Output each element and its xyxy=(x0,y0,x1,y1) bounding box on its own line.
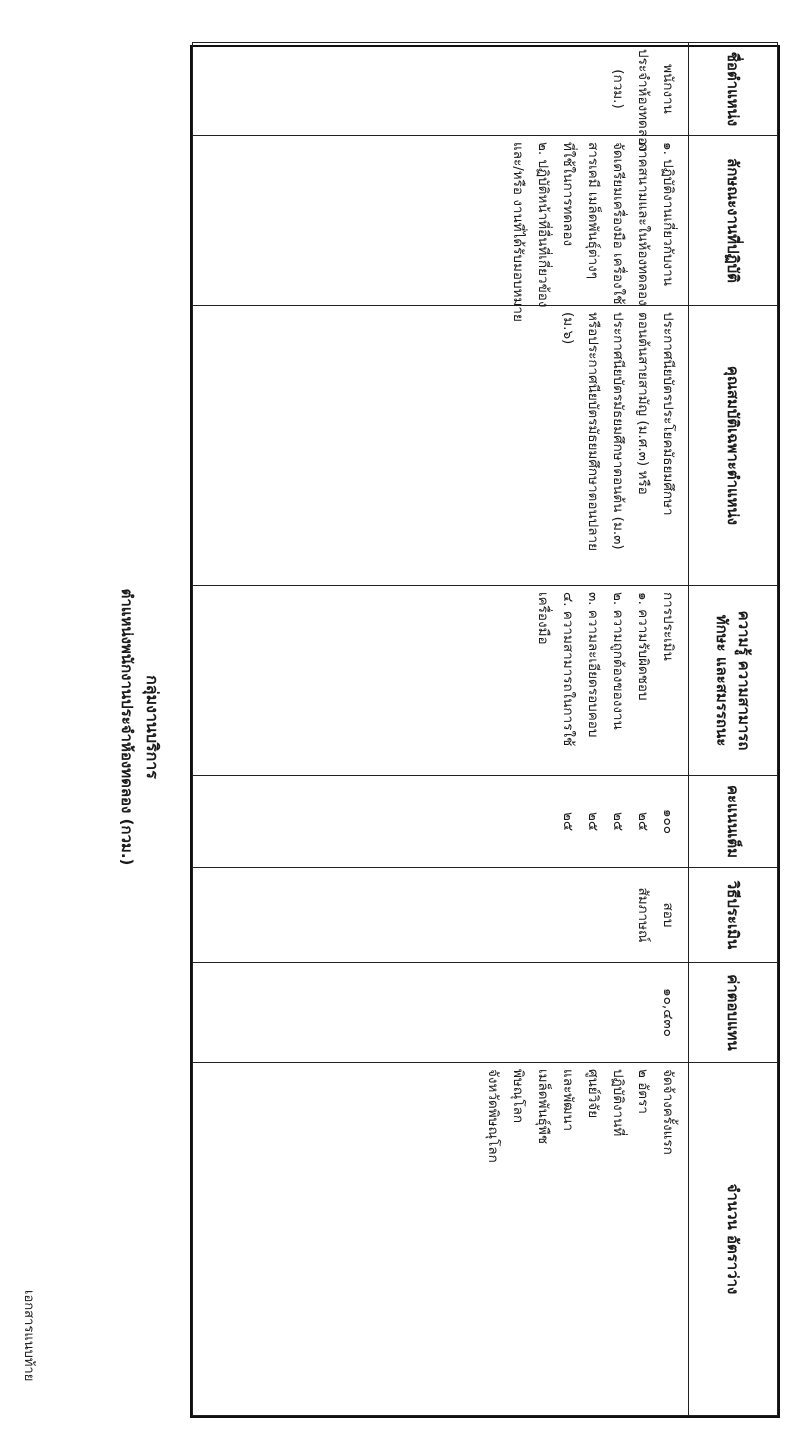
vacancy-line: ๒ อัตรา xyxy=(635,1069,651,1114)
document-title: กลุ่มงานบริการ xyxy=(143,675,162,779)
score-value: ๒๕ xyxy=(635,811,651,832)
document-subtitle: ตำแหน่งพนักงานประจำห้องทดลอง (กวม.) xyxy=(118,588,136,866)
position-name-line: ประจำห้องทดลอง xyxy=(635,49,651,152)
cell-evaluation-method xyxy=(193,868,689,963)
vacancy-line: และพัฒนา xyxy=(560,1069,576,1132)
vacancy-line: จังหวัดพิษณุโลก xyxy=(485,1069,501,1163)
vacancy-line: เมล็ดพันธุ์พืช xyxy=(535,1069,551,1144)
cell-competencies xyxy=(193,586,689,776)
cell-compensation xyxy=(193,963,689,1063)
title-block xyxy=(115,0,165,1454)
qualification-line: ประกาศนียบัตรประโยคมัธยมศึกษา xyxy=(660,312,676,516)
duty-line: จัดเตรียมเครื่องมือ เครื่องใช้ xyxy=(610,142,626,305)
competency-line: การประเมิน xyxy=(660,592,676,661)
competency-line: เครื่องมือ xyxy=(535,592,551,645)
header-competencies: ความรู้ ความสามารถ ทักษะ และสมรรถนะ xyxy=(689,586,778,776)
cell-vacancies xyxy=(193,1063,689,1416)
duty-line: ภาคสนามและในห้องทดลอง xyxy=(635,142,651,306)
duty-line: สารเคมี เมล็ดพันธุ์ต่างๆ xyxy=(585,142,601,280)
evaluation-method-line: สัมภาษณ์ xyxy=(635,887,651,943)
vacancy-line: ศูนย์วิจัย xyxy=(585,1069,601,1119)
position-name-line: (กวม.) xyxy=(610,69,626,109)
header-duties: ลักษณะงานที่ปฏิบัติ xyxy=(689,136,778,306)
header-full-score: คะแนนเต็ม xyxy=(689,776,778,868)
score-value: ๒๕ xyxy=(585,811,601,832)
position-table xyxy=(192,42,778,1416)
vacancy-line: พิษณุโลก xyxy=(510,1069,526,1124)
qualification-line: หรือประกาศนียบัตรมัธยมศึกษาตอนปลาย xyxy=(585,312,601,551)
header-evaluation-method: วิธีประเมิน xyxy=(689,868,778,963)
score-value: ๒๕ xyxy=(610,811,626,832)
score-value: ๑๐๐ xyxy=(660,808,676,835)
cell-duties xyxy=(193,136,689,322)
position-name-line: พนักงาน xyxy=(660,64,676,114)
duty-line: ๑. ปฏิบัติงานเกี่ยวกับงาน xyxy=(660,142,676,286)
qualification-line: ตอนต้นสายสามัญ (ม.ศ.๓) หรือ xyxy=(635,312,651,495)
header-position-name: ชื่อตำแหน่ง xyxy=(689,43,778,136)
header-vacancies: จำนวน อัตราว่าง xyxy=(689,1063,778,1416)
competency-line: ๑. ความรับผิดชอบ xyxy=(635,592,651,701)
competency-line: ๔. ความสามารถในการใช้ xyxy=(560,592,576,747)
competency-line: ๓. ความละเอียดรอบคอบ xyxy=(585,592,601,738)
duty-line: และ/หรือ งานที่ได้รับมอบหมาย xyxy=(510,142,526,322)
score-value: ๒๕ xyxy=(560,811,576,832)
qualification-line: ประกาศนียบัตรมัธยมศึกษาตอนต้น (ม.๓) xyxy=(610,312,626,550)
header-qualifications: คุณสมบัติเฉพาะตำแหน่ง xyxy=(689,306,778,586)
cell-position-name xyxy=(193,43,689,152)
document-attachment-label: เอกสารแนบท้าย xyxy=(21,1290,36,1382)
table-row xyxy=(193,43,689,1416)
vacancy-line: ปฏิบัติงานที่ xyxy=(610,1069,626,1137)
table-header-row xyxy=(689,43,778,1416)
vacancy-line: จัดจ้างครั้งแรก xyxy=(660,1069,676,1155)
qualification-line: (ม.๖) xyxy=(560,312,576,345)
compensation-value: ๑๐,๔๓๐ xyxy=(660,988,676,1037)
competency-line: ๒. ความถูกต้องของงาน xyxy=(610,592,626,730)
position-table-frame xyxy=(190,45,780,1418)
duty-line: ๒. ปฏิบัติหน้าที่อื่นที่เกี่ยวข้อง xyxy=(535,142,551,308)
cell-qualifications xyxy=(193,306,689,586)
cell-scores xyxy=(193,776,689,868)
header-compensation: ค่าตอบแทน xyxy=(689,963,778,1063)
duty-line: ที่ใช้ในการทดลอง xyxy=(560,142,576,247)
evaluation-method-line: สอบ xyxy=(660,902,676,928)
